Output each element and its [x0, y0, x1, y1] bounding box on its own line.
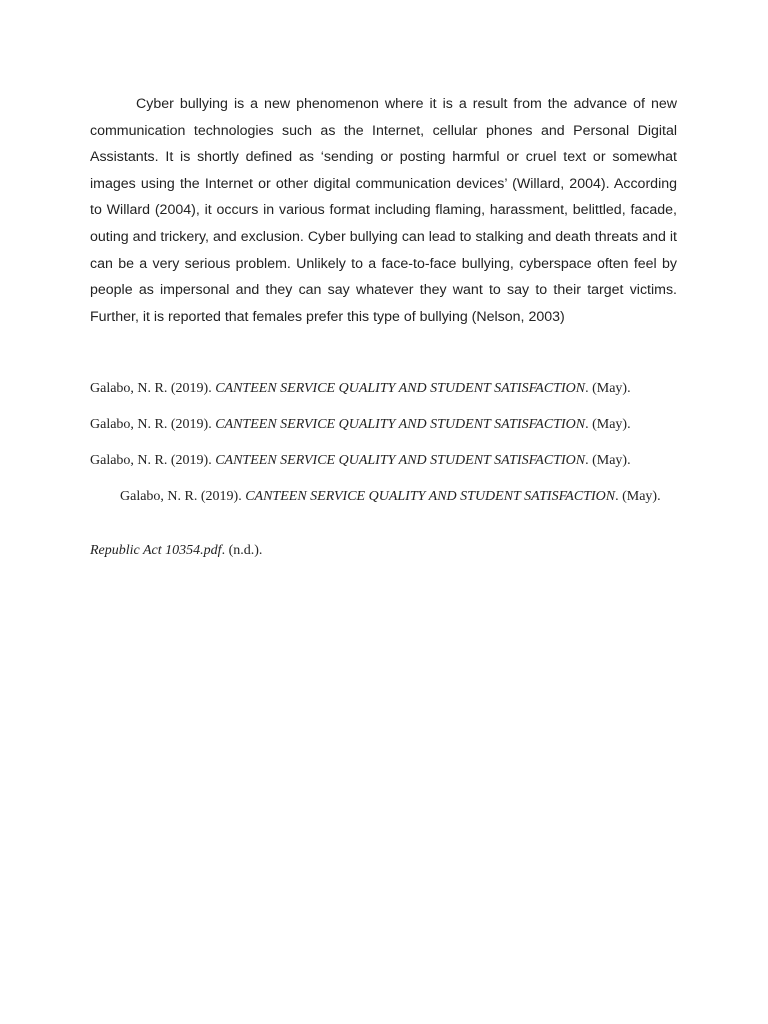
reference-entry [90, 380, 631, 397]
reference-suffix: . (May). [585, 381, 631, 396]
reference-title: CANTEEN SERVICE QUALITY AND STUDENT SATISFACTION [215, 381, 586, 396]
reference-title: Republic Act 10354.pdf [90, 543, 222, 558]
reference-author-year: Galabo, N. R. (2019). [90, 381, 216, 396]
reference-suffix: . (May). [585, 417, 631, 432]
reference-suffix: . (May). [615, 489, 661, 504]
reference-author-year: Galabo, N. R. (2019). [90, 417, 216, 432]
body-paragraph: Cyber bullying is a new phenomenon where it is a result from the advance of new communication technologies such as the Internet, cellular phones and Personal Digital Assistants. It is shortly defined as ‘sending or posting harmful or cruel text or somewhat images using the Internet or other digital communication devices’ (Willard, 2004). According to Willard (2004), it occurs in various format including flaming, harassment, belittled, facade, outing and trickery, and exclusion. Cyber bullying can lead to stalking and death threats and it can be a very serious problem. Unlikely to a face-to-face bullying, cyberspace often feel by people as impersonal and they can say whatever they want to say to their target victims. Further, it is reported that females prefer this type of bullying (Nelson, 2003) [90, 96, 677, 325]
reference-entry-indented [120, 488, 680, 505]
reference-entry [90, 416, 631, 433]
reference-suffix: . (n.d.). [221, 543, 263, 558]
reference-author-year: Galabo, N. R. (2019). [120, 489, 246, 504]
reference-title: CANTEEN SERVICE QUALITY AND STUDENT SATISFACTION [245, 489, 616, 504]
reference-entry [90, 542, 262, 559]
reference-author-year: Galabo, N. R. (2019). [90, 453, 216, 468]
reference-title: CANTEEN SERVICE QUALITY AND STUDENT SATISFACTION [215, 417, 586, 432]
reference-entry [90, 452, 631, 469]
reference-title: CANTEEN SERVICE QUALITY AND STUDENT SATISFACTION [215, 453, 586, 468]
reference-suffix: . (May). [585, 453, 631, 468]
